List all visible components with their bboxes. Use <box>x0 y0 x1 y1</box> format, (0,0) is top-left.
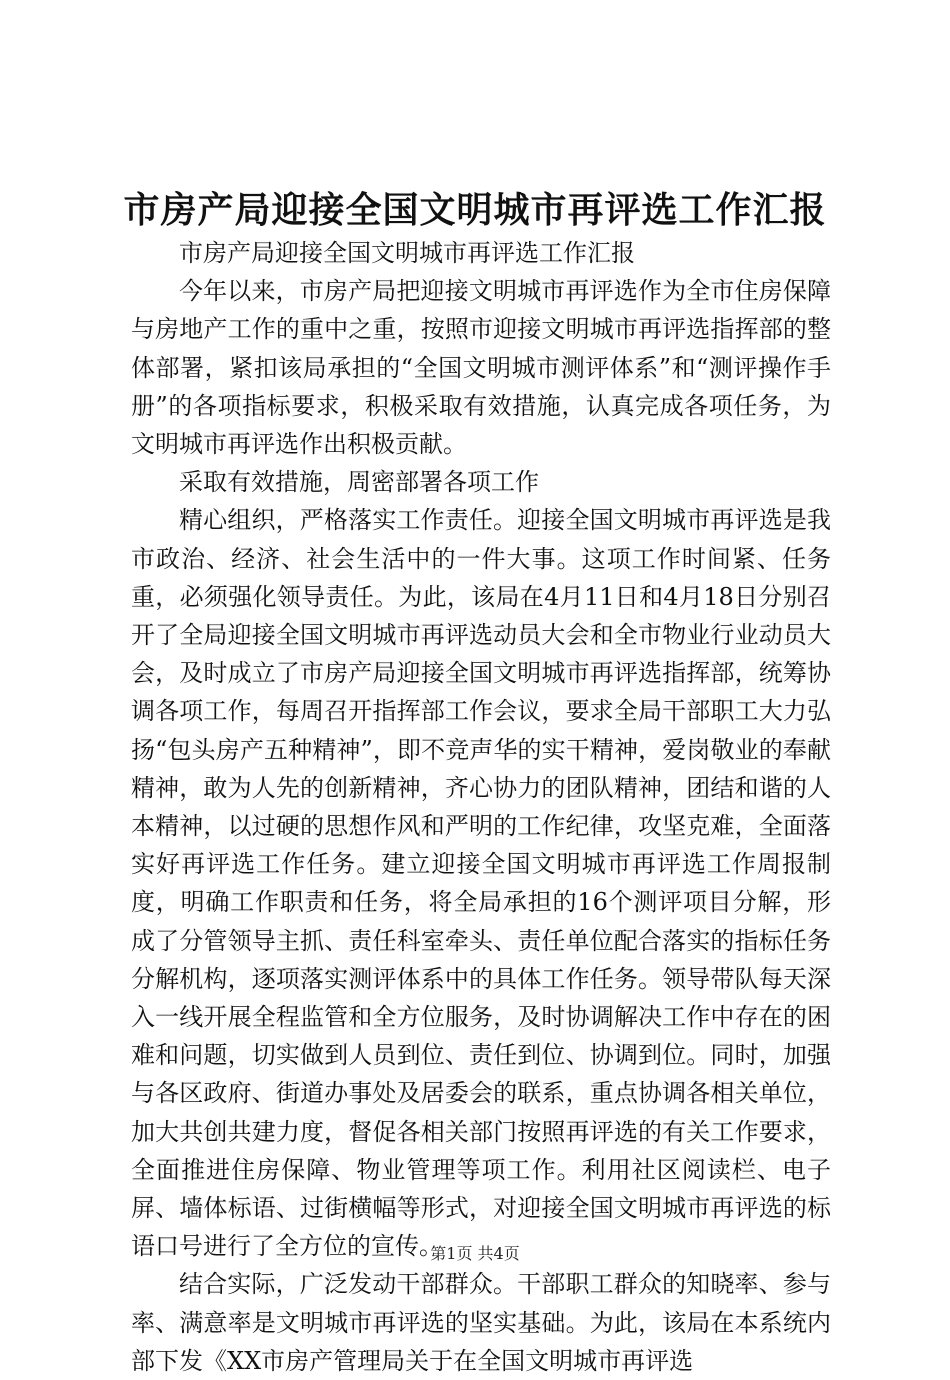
section-heading: 采取有效措施，周密部署各项工作 <box>179 468 539 497</box>
body-paragraph: 结合实际，广泛发动干部群众。干部职工群众的知晓率、参与率、满意率是文明城市再评选的坚实基础。为此，该局在本系统内部下发《XX市房产管理局关于在全国文明城市再评选 <box>131 1270 831 1375</box>
body-paragraph: 精心组织，严格落实工作责任。迎接全国文明城市再评选是我市政治、经济、社会生活中的一件大事。这项工作时间紧、任务重，必须强化领导责任。为此，该局在4月11日和4月18日分别召开了全局迎接全国文明城市再评选动员大会和全市物业行业动员大会，及时成立了市房产局迎接全国文明城市再评选指挥部，统筹协调各项工作，每周召开指挥部工作会议，要求全局干部职工大力弘扬“包头房产五种精神”，即不竞声华的实干精神，爱岗敬业的奉献精神，敢为人先的创新精神，齐心协力的团队精神，团结和谐的人本精神，以过硬的思想作风和严明的工作纪律，攻坚克难，全面落实好再评选工作任务。建立迎接全国文明城市再评选工作周报制度，明确工作职责和任务，将全局承担的16个测评项目分解，形成了分管领导主抓、责任科室牵头、责任单位配合落实的指标任务分解机构，逐项落实测评体系中的具体工作任务。领导带队每天深入一线开展全程监管和全方位服务，及时协调解决工作中存在的困难和问题，切实做到人员到位、责任到位、协调到位。同时，加强与各区政府、街道办事处及居委会的联系，重点协调各相关单位，加大共创共建力度，督促各相关部门按照再评选的有关工作要求，全面推进住房保障、物业管理等项工作。利用社区阅读栏、电子屏、墙体标语、过街横幅等形式，对迎接全国文明城市再评选的标语口号进行了全方位的宣传。 <box>131 506 831 1261</box>
document-body <box>131 234 831 1380</box>
page-footer: 第1页 共4页 <box>430 1244 520 1263</box>
document-title: 市房产局迎接全国文明城市再评选工作汇报 <box>123 189 827 231</box>
intro-paragraph: 今年以来，市房产局把迎接文明城市再评选作为全市住房保障与房地产工作的重中之重，按照市迎接文明城市再评选指挥部的整体部署，紧扣该局承担的“全国文明城市测评体系”和“测评操作手册”的各项指标要求，积极采取有效措施，认真完成各项任务，为文明城市再评选作出积极贡献。 <box>131 277 831 459</box>
subtitle-paragraph: 市房产局迎接全国文明城市再评选工作汇报 <box>179 239 635 267</box>
